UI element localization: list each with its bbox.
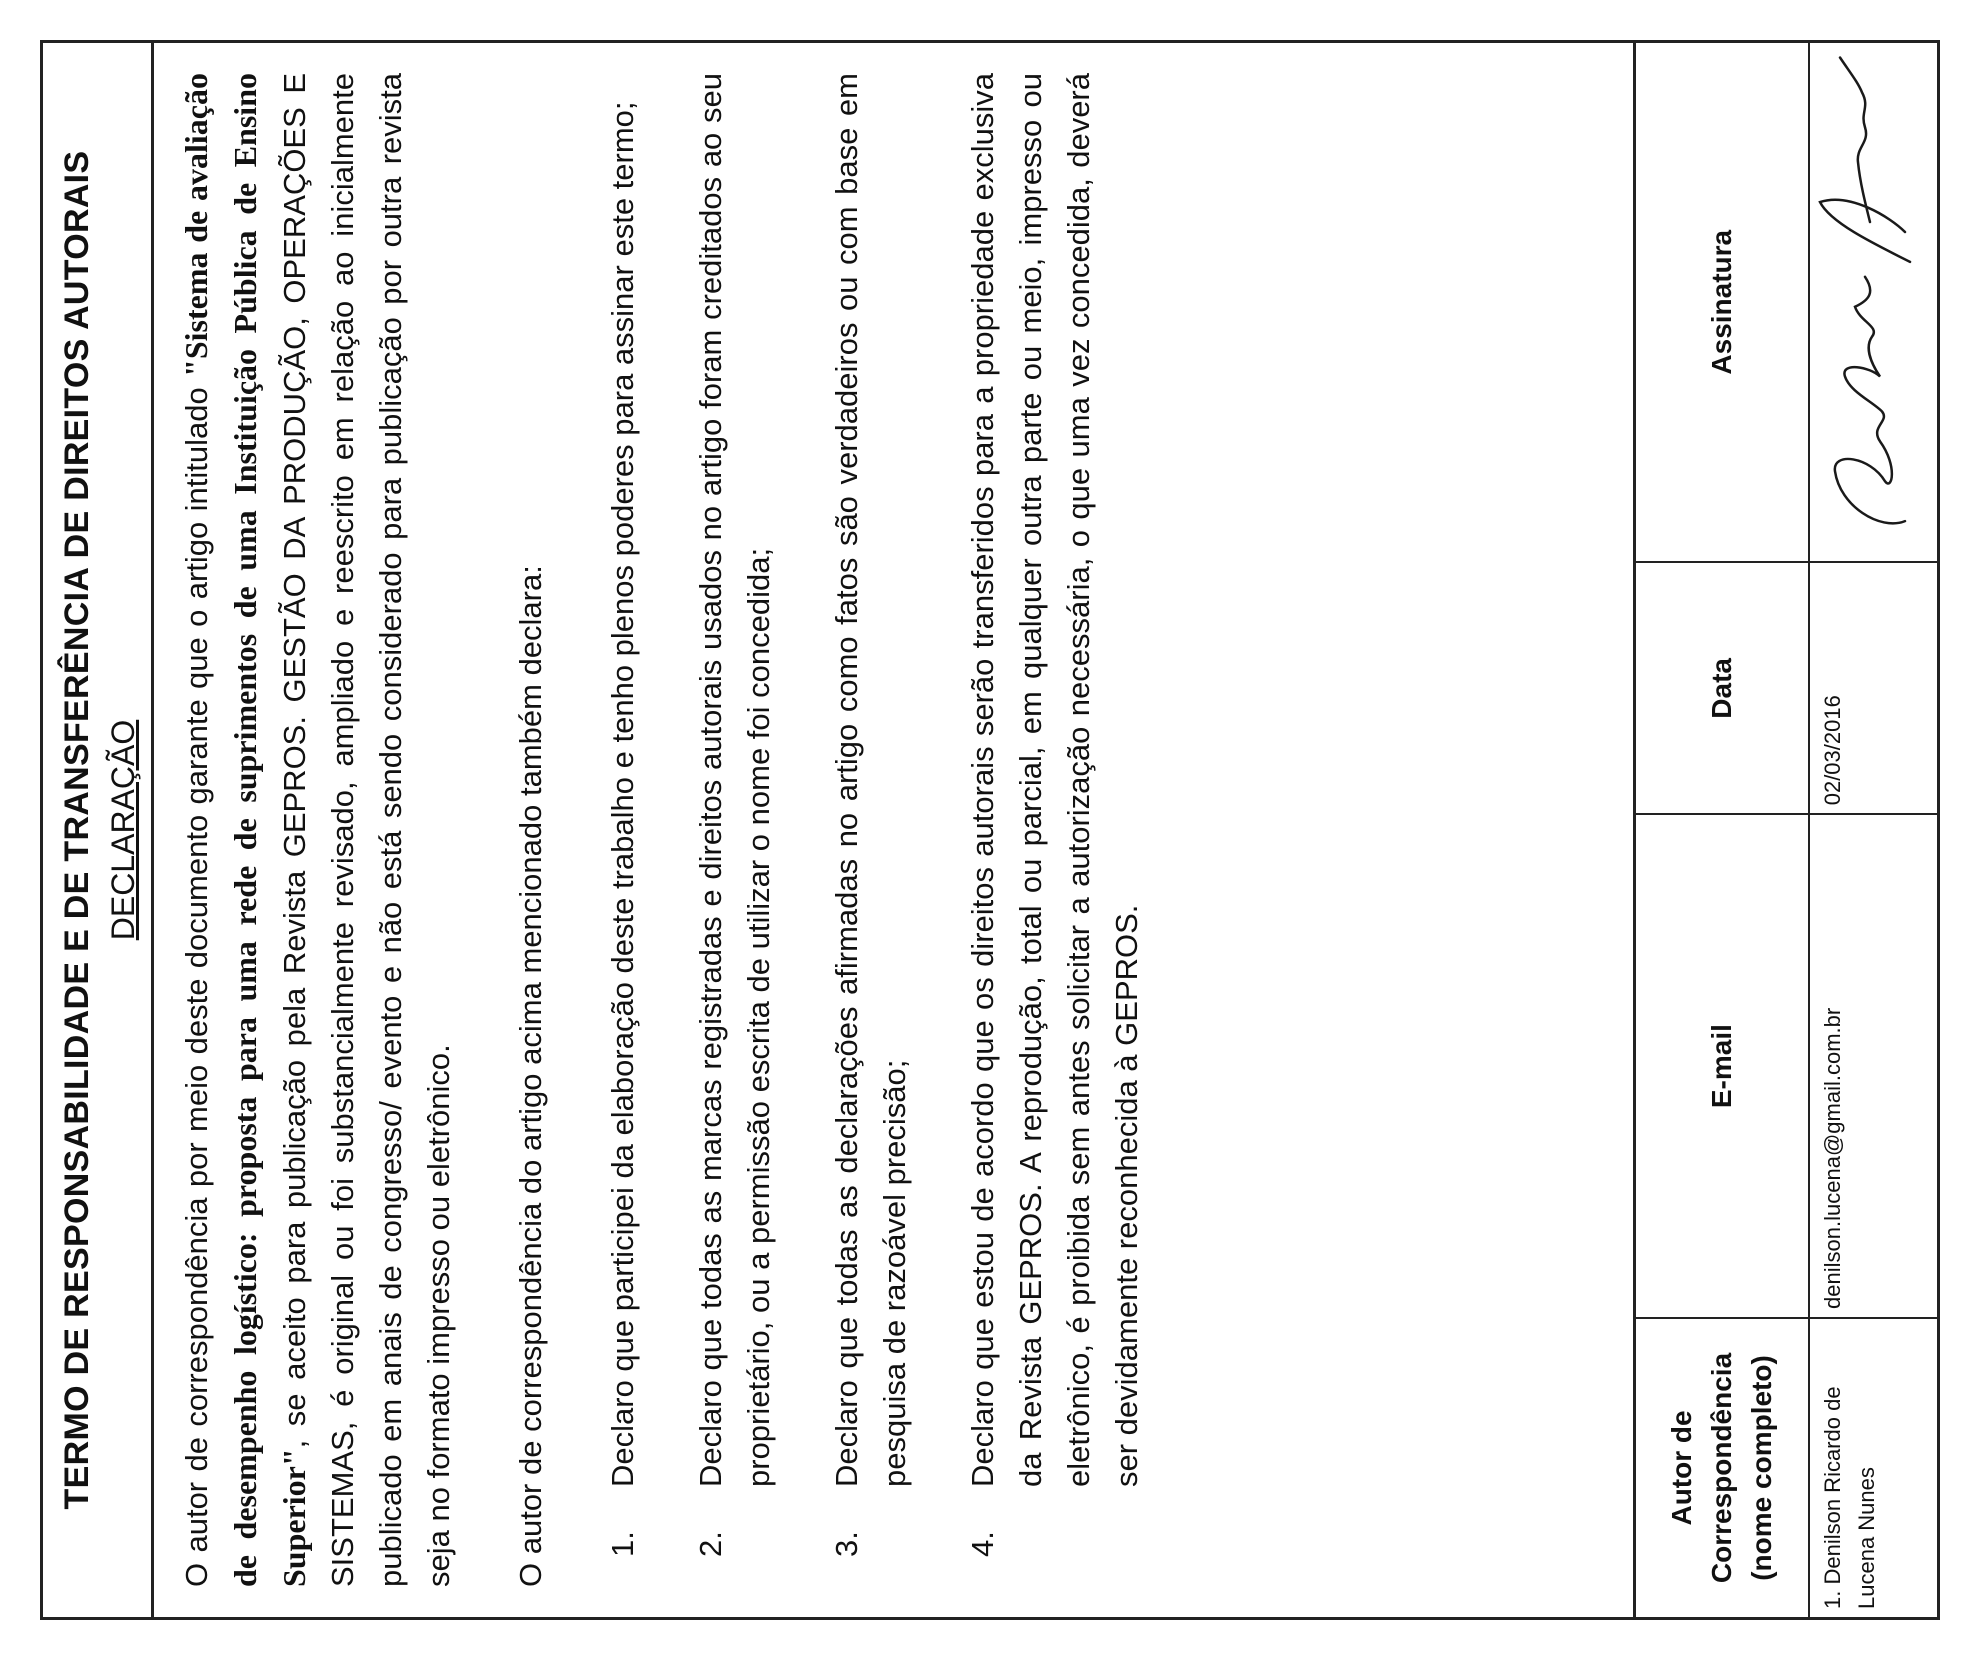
email-header: E-mail [1635,814,1810,1318]
declaration-text: Declaro que participei da elaboração deste trabalho e tenho plenos poderes para assinar este termo; [605,101,640,1487]
declaration-text: Declaro que todas as declarações afirmadas no artigo como fatos são verdadeiros ou com base em pesquisa de razoável precisão; [829,73,912,1487]
declaration-item [959,73,1151,1587]
author-header: Autor de Correspondência (nome completo) [1635,1318,1810,1617]
declaration-number: 4. [965,1531,1000,1557]
date-cell: 02/03/2016 [1809,562,1937,814]
declaration-text: Declaro que estou de acordo que os direitos autorais serão transferidos para a propriedade exclusiva da Revista GEPROS. A reprodução, total ou parcial, em qualquer outra parte ou meio, impresso ou eletrônico, é proibida sem antes solicitar a autorização necessária, o que uma vez concedida, deverá ser devidamente reconhecida à GEPROS. [965,73,1144,1487]
document-body [154,43,1151,1617]
declaration-number: 2. [693,1531,728,1557]
intro-part-2: , se aceito para publicação pela Revista GEPROS. GESTÃO DA PRODUÇÃO, OPERAÇÕES E SISTEMAS, é original ou foi substancialmente revisado, ampliado e reescrito em relação ao inicialmente publicado em anais de congresso/ evento e não está sendo considerado para publicação por outra revista seja no formato impresso ou eletrônico. [277,73,456,1587]
declares-intro: O autor de correspondência do artigo acima mencionado também declara: [513,565,548,1587]
document-title: TERMO DE RESPONSABILIDADE E DE TRANSFERÊNCIA DE DIREITOS AUTORAIS [58,150,96,1510]
date-header: Data [1635,562,1810,814]
declaration-item [823,73,919,1587]
table-row [1809,43,1937,1617]
email-cell: denilson.lucena@gmail.com.br [1809,814,1937,1318]
declaration-text: Declaro que todas as marcas registradas e direitos autorais usados no artigo foram creditados ao seu proprietário, ou a permissão escrita de utilizar o nome foi concedida; [693,73,776,1487]
intro-part-1: O autor de correspondência por meio deste documento garante que o artigo intitulado [179,376,214,1587]
document-subtitle: DECLARAÇÃO [105,719,141,941]
declaration-form [40,40,1940,1620]
author-table [1633,43,1937,1617]
declarations-list [599,73,1151,1587]
author-name-cell: 1. Denilson Ricardo de Lucena Nunes [1809,1318,1937,1617]
signature-header: Assinatura [1635,43,1810,562]
intro-paragraph [172,73,463,1587]
declaration-item [687,73,783,1587]
title-block [43,43,154,1617]
article-title: "Sistema de avaliação de desempenho logístico: proposta para uma rede de suprimentos de uma Instituição Pública de Ensino Superior" [178,73,312,1587]
declaration-item [599,73,647,1587]
handwritten-signature [1810,43,1925,561]
table-header-row [1635,43,1810,1617]
signature-cell [1809,43,1937,562]
declaration-number: 3. [829,1531,864,1557]
declaration-number: 1. [605,1531,640,1557]
